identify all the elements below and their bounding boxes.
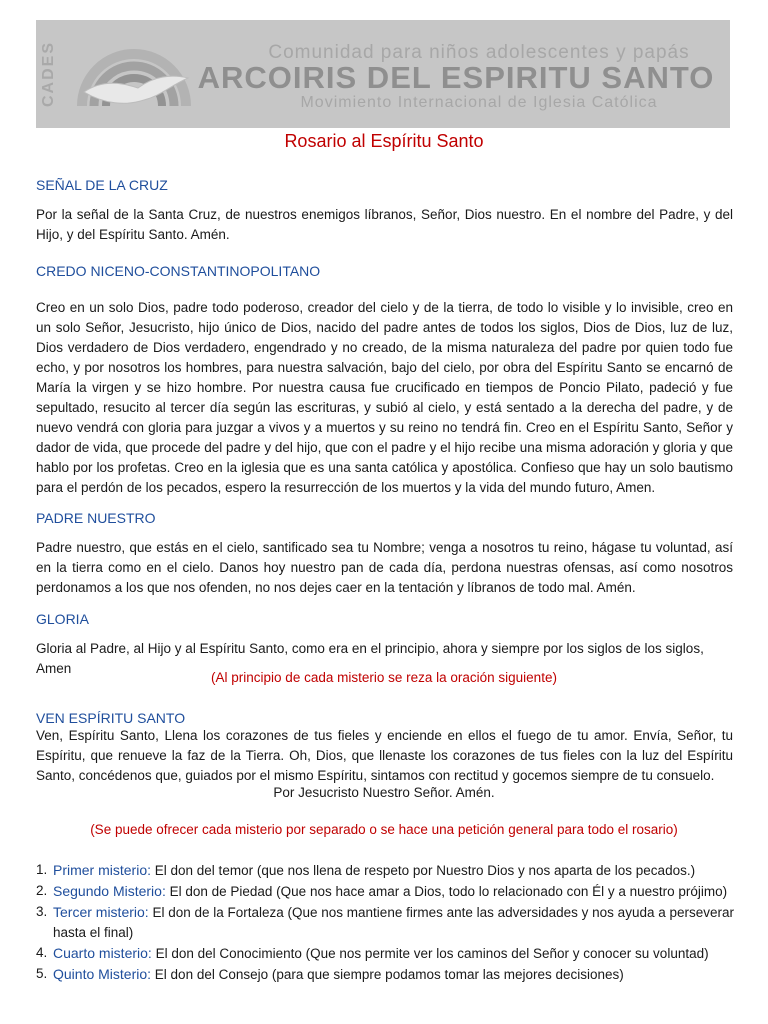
mystery-text: El don del temor (que nos llena de respeto por Nuestro Dios y nos aparta de los pecados.) [151, 863, 696, 878]
text-ven-espiritu: Ven, Espíritu Santo, Llena los corazones de tus fieles y enciende en ellos el fuego de tu amor. Envía, Señor, tu Espíritu, que renueve la faz de la Tierra. Oh, Dios, que llenaste los corazones de tus fieles con la luz del Espíritu Santo, concédenos que, guiados por el mismo Espíritu, sintamos con rectitud y gocemos siempre de tu consuelo. [36, 728, 733, 783]
mystery-text: El don del Consejo (para que siempre podamos tomar las mejores decisiones) [151, 967, 624, 982]
text-padre-nuestro: Padre nuestro, que estás en el cielo, santificado sea tu Nombre; venga a nosotros tu reino, hágase tu voluntad, así en la tierra como en el cielo. Danos hoy nuestro pan de cada día, perdona nuestras ofensas, así como nosotros perdonamos a los que nos ofenden, no nos dejes caer en la tentación y líbranos de todo mal. Amén. [36, 540, 733, 595]
banner-subtitle: Comunidad para niños adolescentes y papás [268, 42, 690, 63]
mystery-item-4 [36, 943, 736, 964]
mystery-item-3 [36, 902, 736, 943]
banner-side-text: CADES [40, 41, 57, 108]
note-oracion-siguiente: (Al principio de cada misterio se reza la oración siguiente) [211, 670, 557, 685]
heading-senal-cruz: SEÑAL DE LA CRUZ [36, 177, 168, 193]
heading-credo: CREDO NICENO-CONSTANTINOPOLITANO [36, 263, 321, 279]
text-senal-cruz: Por la señal de la Santa Cruz, de nuestros enemigos líbranos, Señor, Dios nuestro. En el nombre del Padre, y del Hijo, y del Espíritu Santo. Amén. [36, 207, 733, 242]
mystery-number: 2. [36, 883, 48, 898]
mysteries-list [36, 860, 736, 985]
banner-tagline: Movimiento Internacional de Iglesia Católica [300, 94, 658, 111]
heading-ven-espiritu: VEN ESPÍRITU SANTO [36, 710, 186, 726]
mystery-text: El don de la Fortaleza (Que nos mantiene firmes ante las adversidades y nos ayuda a perseverar hasta el final) [53, 905, 735, 940]
mystery-number: 1. [36, 862, 48, 877]
text-ven-espiritu-closing: Por Jesucristo Nuestro Señor. Amén. [273, 785, 495, 800]
heading-padre-nuestro: PADRE NUESTRO [36, 510, 156, 526]
mystery-text: El don de Piedad (Que nos hace amar a Dios, todo lo relacionado con Él y a nuestro prójimo) [165, 884, 728, 899]
mystery-item-1 [36, 860, 736, 881]
mystery-name: Segundo Misterio: [53, 883, 166, 899]
text-credo: Creo en un solo Dios, padre todo poderoso, creador del cielo y de la tierra, de todo lo visible y lo invisible, creo en un solo Señor, Jesucristo, hijo único de Dios, nacido del padre antes de todos los siglos, Dios de Dios, luz de luz, Dios verdadero de Dios verdadero, engendrado y no creado, de la misma naturaleza del padre por quien todo fue echo, y por nosotros los hombres, para nuestra salvación, bajo del cielo, por obra del Espíritu Santo se encarnó de María la virgen y se hizo hombre. Por nuestra causa fue crucificado en tiempos de Poncio Pilato, padeció y fue sepultado, resucito al tercer día según las escrituras, y subió al cielo, y está sentado a la derecha del padre, y de nuevo vendrá con gloria para juzgar a vivos y a muertos y su reino no tendrá fin. Creo en el Espíritu Santo, Señor y dador de vida, que procede del padre y del hijo, que con el padre y el hijo recibe una misma adoración y gloria y que hablo por los profetas. Creo en la iglesia que es una santa católica y apostólica. Confieso que hay un solo bautismo para el perdón de los pecados, espero la resurrección de los muertos y la vida del mundo futuro, Amen. [36, 300, 733, 495]
mystery-name: Tercer misterio: [53, 904, 149, 920]
mystery-number: 3. [36, 904, 48, 919]
mystery-number: 5. [36, 966, 48, 981]
page-title: Rosario al Espíritu Santo [284, 131, 484, 151]
text-gloria: Gloria al Padre, al Hijo y al Espíritu Santo, como era en el principio, ahora y siempre por los siglos de los siglos, Amen [36, 641, 704, 676]
mystery-number: 4. [36, 945, 48, 960]
heading-gloria: GLORIA [36, 611, 89, 627]
rainbow-dove-logo [64, 26, 204, 122]
mystery-name: Cuarto misterio: [53, 945, 152, 961]
header-banner [36, 20, 730, 128]
note-ofrecer-misterio: (Se puede ofrecer cada misterio por separado o se hace una petición general para todo el rosario) [90, 822, 678, 837]
mystery-item-2 [36, 881, 736, 902]
mystery-text: El don del Conocimiento (Que nos permite ver los caminos del Señor y conocer su voluntad) [151, 946, 709, 961]
mystery-name: Quinto Misterio: [53, 966, 152, 982]
banner-title: ARCOIRIS DEL ESPIRITU SANTO [197, 60, 715, 95]
mystery-name: Primer misterio: [53, 862, 152, 878]
mystery-item-5 [36, 964, 736, 985]
